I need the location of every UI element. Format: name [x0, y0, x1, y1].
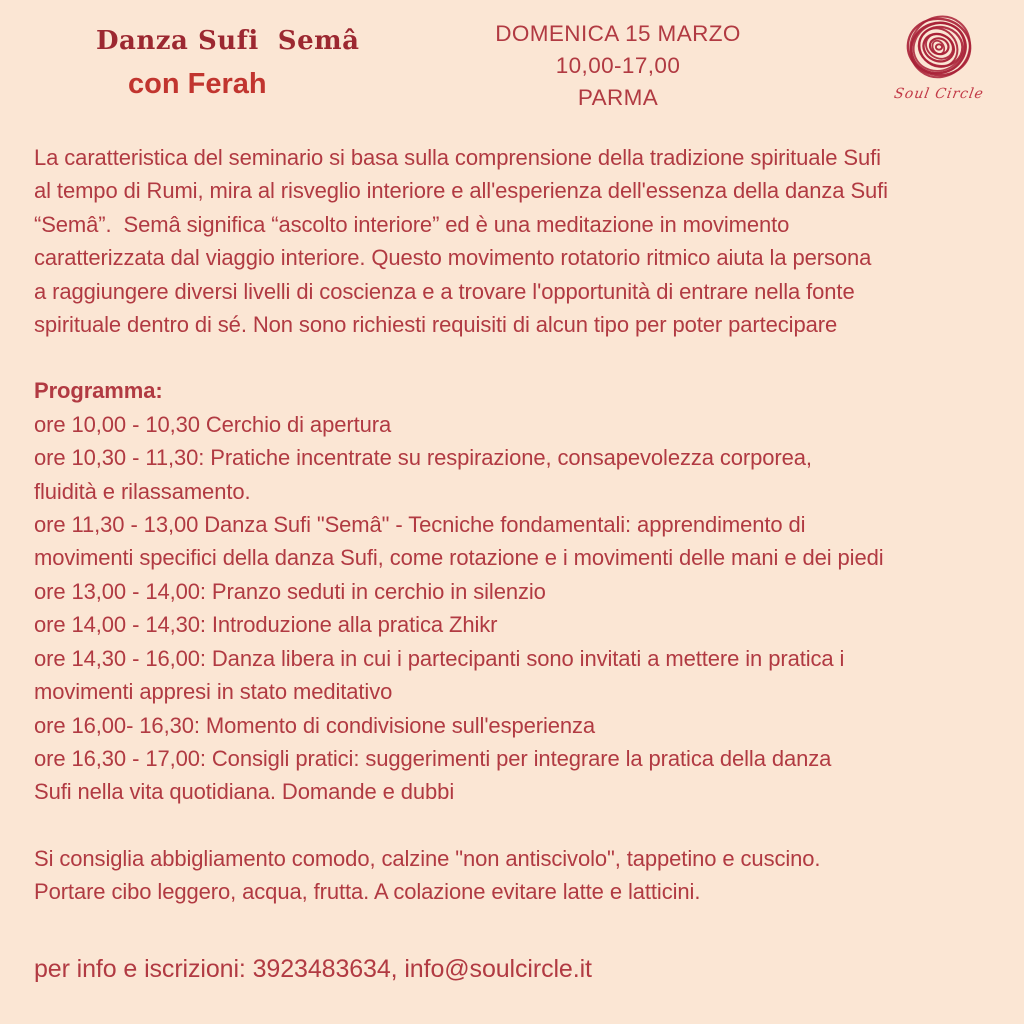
intro-line: a raggiungere diversi livelli di coscienza e a trovare l'opportunità di entrare nella fonte: [34, 278, 855, 304]
notes-line: Portare cibo leggero, acqua, frutta. A colazione evitare latte e latticini.: [34, 879, 701, 905]
intro-line: al tempo di Rumi, mira al risveglio interiore e all'esperienza dell'essenza della danza Sufi: [34, 178, 888, 204]
program-line: ore 14,00 - 14,30: Introduzione alla pratica Zhikr: [34, 612, 498, 638]
brand-name: Soul Circle: [892, 86, 986, 102]
scribble-spiral-icon: [893, 8, 985, 86]
contact-info: per info e iscrizioni: 3923483634, info@soulcircle.it: [34, 954, 592, 983]
program-line: ore 13,00 - 14,00: Pranzo seduti in cerchio in silenzio: [34, 578, 546, 604]
program-line: fluidità e rilassamento.: [34, 478, 251, 504]
event-place: PARMA: [577, 85, 659, 110]
program-line: Sufi nella vita quotidiana. Domande e dubbi: [34, 779, 455, 805]
program-line: ore 11,30 - 13,00 Danza Sufi "Semâ" - Tecniche fondamentali: apprendimento di: [34, 512, 806, 538]
program-line: movimenti specifici della danza Sufi, come rotazione e i movimenti delle mani e dei piedi: [34, 545, 884, 571]
program-schedule: [34, 408, 1016, 809]
program-line: ore 10,30 - 11,30: Pratiche incentrate su respirazione, consapevolezza corporea,: [34, 445, 812, 471]
intro-line: spirituale dentro di sé. Non sono richiesti requisiti di alcun tipo per poter partecipare: [34, 312, 838, 338]
program-line: movimenti appresi in stato meditativo: [34, 679, 393, 705]
intro-line: caratterizzata dal viaggio interiore. Questo movimento rotatorio ritmico aiuta la persona: [34, 245, 872, 271]
program-line: ore 10,00 - 10,30 Cerchio di apertura: [34, 411, 392, 437]
program-line: ore 14,30 - 16,00: Danza libera in cui i partecipanti sono invitati a mettere in pratica i: [34, 645, 845, 671]
flyer-body: [34, 141, 1016, 986]
page-title: Danza Sufi Semâ: [96, 26, 360, 56]
event-time: 10,00-17,00: [555, 53, 681, 78]
brand-logo: [893, 8, 985, 102]
presenter-name: con Ferah: [128, 68, 267, 100]
program-heading: Programma:: [34, 378, 163, 404]
intro-line: “Semâ”. Semâ significa “ascolto interiore” ed è una meditazione in movimento: [34, 211, 790, 237]
intro-paragraph: [34, 141, 1016, 341]
program-line: ore 16,00- 16,30: Momento di condivisione sull'esperienza: [34, 712, 596, 738]
event-details: [455, 18, 781, 114]
practical-notes: [34, 842, 1016, 909]
event-date: DOMENICA 15 MARZO: [495, 21, 741, 46]
notes-line: Si consiglia abbigliamento comodo, calzine "non antiscivolo", tappetino e cuscino.: [34, 845, 821, 871]
program-line: ore 16,30 - 17,00: Consigli pratici: suggerimenti per integrare la pratica della danza: [34, 745, 832, 771]
intro-line: La caratteristica del seminario si basa sulla comprensione della tradizione spirituale Sufi: [34, 145, 881, 170]
